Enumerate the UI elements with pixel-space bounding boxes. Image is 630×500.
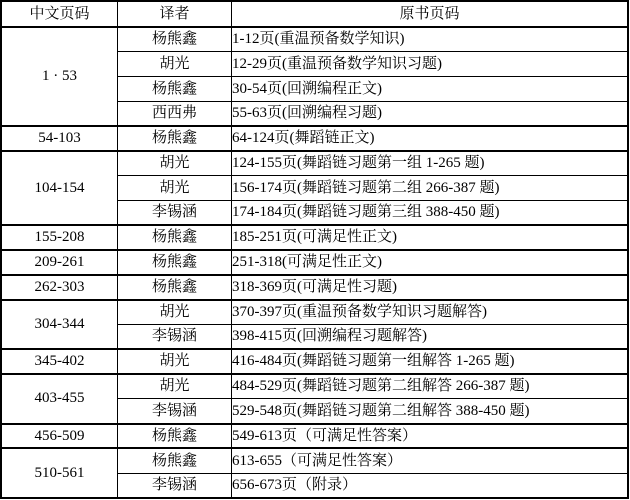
table-row	[1, 225, 628, 250]
table-row	[1, 275, 628, 300]
orig-pages-cell: 656-673页（附录）	[232, 473, 629, 498]
translator-cell: 杨熊鑫	[118, 424, 232, 449]
translator-cell: 胡光	[118, 52, 232, 77]
orig-pages-cell: 416-484页(舞蹈链习题第一组解答 1-265 题)	[232, 349, 629, 374]
zh-pages-cell: 209-261	[1, 250, 118, 275]
orig-pages-cell: 613-655（可满足性答案）	[232, 448, 629, 473]
translator-cell: 杨熊鑫	[118, 77, 232, 102]
table-row	[1, 448, 628, 473]
zh-pages-cell: 262-303	[1, 275, 118, 300]
zh-pages-cell: 104-154	[1, 151, 118, 225]
orig-pages-cell: 124-155页(舞蹈链习题第一组 1-265 题)	[232, 151, 629, 176]
translator-cell: 李锡涵	[118, 324, 232, 349]
translator-cell: 胡光	[118, 151, 232, 176]
table-row	[1, 349, 628, 374]
table-header	[1, 1, 628, 27]
orig-pages-cell: 55-63页(回溯编程习题)	[232, 101, 629, 126]
table-row	[1, 250, 628, 275]
zh-pages-cell: 345-402	[1, 349, 118, 374]
translator-cell: 胡光	[118, 176, 232, 201]
zh-pages-cell: 54-103	[1, 126, 118, 151]
orig-pages-cell: 370-397页(重温预备数学知识习题解答)	[232, 300, 629, 325]
translator-cell: 杨熊鑫	[118, 225, 232, 250]
translator-cell: 胡光	[118, 374, 232, 399]
translator-cell: 杨熊鑫	[118, 27, 232, 52]
orig-pages-cell: 398-415页(回溯编程习题解答)	[232, 324, 629, 349]
table-row	[1, 151, 628, 176]
translator-cell: 杨熊鑫	[118, 275, 232, 300]
orig-pages-cell: 529-548页(舞蹈链习题第二组解答 388-450 题)	[232, 399, 629, 424]
zh-pages-cell: 456-509	[1, 424, 118, 449]
orig-pages-cell: 549-613页（可满足性答案）	[232, 424, 629, 449]
header-orig-pages: 原书页码	[232, 1, 629, 27]
orig-pages-cell: 318-369页(可满足性习题)	[232, 275, 629, 300]
translator-cell: 胡光	[118, 300, 232, 325]
orig-pages-cell: 64-124页(舞蹈链正文)	[232, 126, 629, 151]
orig-pages-cell: 1-12页(重温预备数学知识)	[232, 27, 629, 52]
orig-pages-cell: 484-529页(舞蹈链习题第二组解答 266-387 题)	[232, 374, 629, 399]
translator-cell: 杨熊鑫	[118, 126, 232, 151]
table-body	[1, 27, 628, 498]
orig-pages-cell: 12-29页(重温预备数学知识习题)	[232, 52, 629, 77]
orig-pages-cell: 156-174页(舞蹈链习题第二组 266-387 题)	[232, 176, 629, 201]
orig-pages-cell: 251-318(可满足性正文)	[232, 250, 629, 275]
translator-cell: 李锡涵	[118, 200, 232, 225]
table-row	[1, 126, 628, 151]
table-row	[1, 374, 628, 399]
translator-cell: 李锡涵	[118, 399, 232, 424]
translator-cell: 李锡涵	[118, 473, 232, 498]
orig-pages-cell: 30-54页(回溯编程正文)	[232, 77, 629, 102]
zh-pages-cell: 155-208	[1, 225, 118, 250]
table-row	[1, 424, 628, 449]
header-row	[1, 1, 628, 27]
header-zh-pages: 中文页码	[1, 1, 118, 27]
header-translator: 译者	[118, 1, 232, 27]
table-row	[1, 300, 628, 325]
zh-pages-cell: 304-344	[1, 300, 118, 350]
translator-cell: 杨熊鑫	[118, 250, 232, 275]
zh-pages-cell: 403-455	[1, 374, 118, 424]
orig-pages-cell: 174-184页(舞蹈链习题第三组 388-450 题)	[232, 200, 629, 225]
zh-pages-cell: 1 · 53	[1, 27, 118, 126]
translator-cell: 胡光	[118, 349, 232, 374]
translator-cell: 杨熊鑫	[118, 448, 232, 473]
orig-pages-cell: 185-251页(可满足性正文)	[232, 225, 629, 250]
table-row	[1, 27, 628, 52]
zh-pages-cell: 510-561	[1, 448, 118, 498]
translator-cell: 西西弗	[118, 101, 232, 126]
